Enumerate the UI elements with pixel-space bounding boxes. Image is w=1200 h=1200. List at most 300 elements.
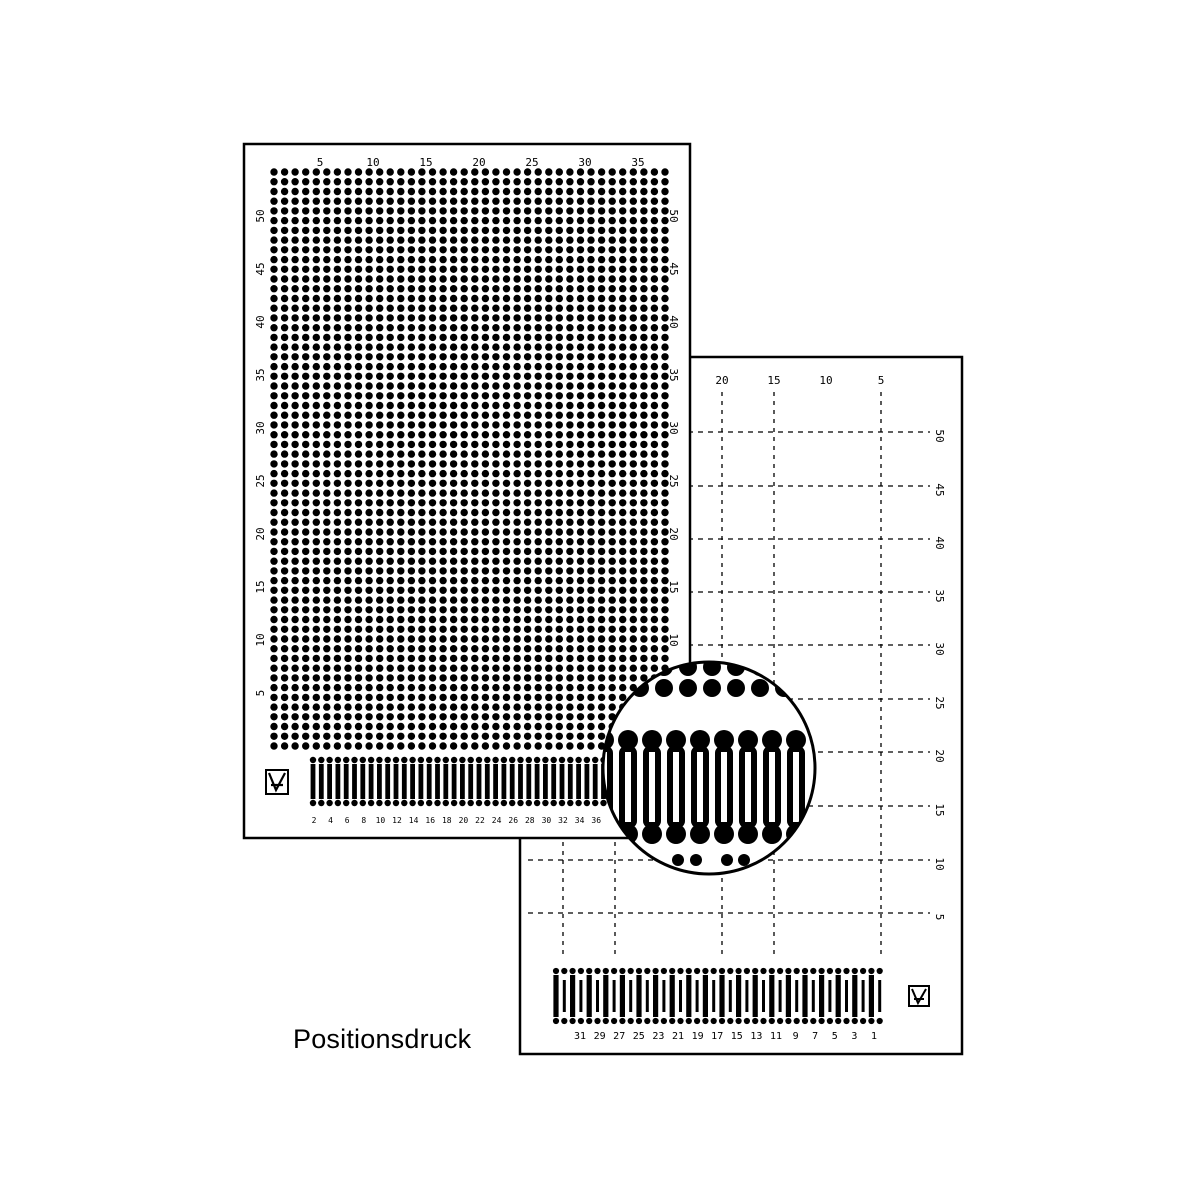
solder-pad — [577, 596, 584, 603]
solder-pad — [640, 596, 647, 603]
pad — [551, 757, 557, 763]
solder-pad — [524, 548, 531, 555]
solder-pad — [281, 460, 288, 467]
solder-pad — [270, 723, 277, 730]
solder-pad — [450, 665, 457, 672]
solder-pad — [439, 373, 446, 380]
bus-track — [535, 764, 540, 799]
solder-pad — [408, 558, 415, 565]
solder-pad — [439, 402, 446, 409]
solder-pad — [334, 733, 341, 740]
solder-pad — [323, 168, 330, 175]
solder-pad — [630, 548, 637, 555]
solder-pad — [387, 343, 394, 350]
solder-pad — [535, 295, 542, 302]
pad — [401, 800, 407, 806]
solder-pad — [651, 207, 658, 214]
solder-pad — [408, 519, 415, 526]
solder-pad — [344, 723, 351, 730]
solder-pad — [355, 470, 362, 477]
solder-pad — [619, 645, 626, 652]
solder-pad — [281, 665, 288, 672]
solder-pad — [450, 421, 457, 428]
solder-pad — [450, 207, 457, 214]
solder-pad — [281, 227, 288, 234]
solder-pad — [503, 334, 510, 341]
solder-pad — [471, 606, 478, 613]
solder-pad — [619, 402, 626, 409]
solder-pad — [598, 694, 605, 701]
bus-track — [878, 980, 881, 1012]
solder-pad — [397, 334, 404, 341]
solder-pad — [513, 703, 520, 710]
solder-pad — [587, 694, 594, 701]
solder-pad — [482, 703, 489, 710]
solder-pad — [302, 305, 309, 312]
solder-pad — [302, 499, 309, 506]
solder-pad — [291, 334, 298, 341]
pad — [669, 1018, 675, 1024]
solder-pad — [640, 548, 647, 555]
solder-pad — [630, 596, 637, 603]
solder-pad — [482, 314, 489, 321]
pad — [769, 1018, 775, 1024]
solder-pad — [365, 723, 372, 730]
solder-pad — [334, 178, 341, 185]
solder-pad — [503, 733, 510, 740]
solder-pad — [577, 703, 584, 710]
solder-pad — [387, 499, 394, 506]
solder-pad — [365, 558, 372, 565]
solder-pad — [450, 538, 457, 545]
solder-pad — [535, 596, 542, 603]
solder-pad — [471, 509, 478, 516]
solder-pad — [450, 577, 457, 584]
solder-pad — [334, 441, 341, 448]
solder-pad — [355, 635, 362, 642]
solder-pad — [630, 402, 637, 409]
solder-pad — [376, 431, 383, 438]
solder-pad — [524, 343, 531, 350]
solder-pad — [408, 674, 415, 681]
solder-pad — [630, 528, 637, 535]
solder-pad — [566, 509, 573, 516]
solder-pad — [291, 645, 298, 652]
solder-pad — [408, 256, 415, 263]
solder-pad — [524, 275, 531, 282]
solder-pad — [598, 596, 605, 603]
solder-pad — [397, 295, 404, 302]
solder-pad — [291, 217, 298, 224]
solder-pad — [492, 558, 499, 565]
solder-pad — [365, 626, 372, 633]
solder-pad — [418, 246, 425, 253]
solder-pad — [609, 168, 616, 175]
solder-pad — [323, 577, 330, 584]
top-label: 10 — [366, 156, 380, 169]
solder-pad — [524, 626, 531, 633]
solder-pad — [492, 616, 499, 623]
solder-pad — [334, 635, 341, 642]
solder-pad — [492, 528, 499, 535]
solder-pad — [313, 227, 320, 234]
pad — [567, 757, 573, 763]
solder-pad — [651, 285, 658, 292]
solder-pad — [334, 694, 341, 701]
solder-pad — [619, 567, 626, 574]
solder-pad — [365, 227, 372, 234]
solder-pad — [598, 198, 605, 205]
solder-pad — [302, 587, 309, 594]
solder-pad — [387, 412, 394, 419]
solder-pad — [471, 538, 478, 545]
solder-pad — [397, 616, 404, 623]
solder-pad — [619, 266, 626, 273]
solder-pad — [471, 635, 478, 642]
pad — [736, 968, 742, 974]
solder-pad — [630, 441, 637, 448]
solder-pad — [492, 188, 499, 195]
solder-pad — [461, 392, 468, 399]
solder-pad — [619, 227, 626, 234]
solder-pad — [429, 382, 436, 389]
solder-pad — [492, 694, 499, 701]
solder-pad — [461, 499, 468, 506]
pad — [744, 968, 750, 974]
solder-pad — [376, 733, 383, 740]
solder-pad — [545, 742, 552, 749]
solder-pad — [492, 548, 499, 555]
solder-pad — [492, 305, 499, 312]
solder-pad — [471, 441, 478, 448]
solder-pad — [651, 577, 658, 584]
solder-pad — [609, 665, 616, 672]
bus-track — [579, 980, 582, 1012]
solder-pad — [302, 431, 309, 438]
solder-pad — [334, 353, 341, 360]
solder-pad — [598, 256, 605, 263]
solder-pad — [418, 295, 425, 302]
solder-pad — [355, 198, 362, 205]
bus-track — [468, 764, 473, 799]
solder-pad — [408, 266, 415, 273]
solder-pad — [471, 665, 478, 672]
solder-pad — [545, 402, 552, 409]
solder-pad — [313, 363, 320, 370]
solder-pad — [408, 635, 415, 642]
pad — [843, 968, 849, 974]
solder-pad — [418, 412, 425, 419]
solder-pad — [661, 236, 668, 243]
solder-pad — [450, 509, 457, 516]
solder-pad — [291, 343, 298, 350]
solder-pad — [640, 285, 647, 292]
solder-pad — [387, 382, 394, 389]
solder-pad — [609, 528, 616, 535]
solder-pad — [291, 178, 298, 185]
solder-pad — [387, 528, 394, 535]
solder-pad — [513, 742, 520, 749]
solder-pad — [492, 431, 499, 438]
solder-pad — [439, 480, 446, 487]
solder-pad — [418, 587, 425, 594]
solder-pad — [482, 305, 489, 312]
solder-pad — [556, 470, 563, 477]
solder-pad — [323, 421, 330, 428]
solder-pad — [397, 480, 404, 487]
solder-pad — [429, 314, 436, 321]
pad — [711, 968, 717, 974]
solder-pad — [291, 489, 298, 496]
top-label: 30 — [578, 156, 592, 169]
solder-pad — [281, 548, 288, 555]
solder-pad — [556, 198, 563, 205]
solder-pad — [408, 285, 415, 292]
solder-pad — [503, 626, 510, 633]
solder-pad — [323, 645, 330, 652]
solder-pad — [313, 684, 320, 691]
solder-pad — [365, 431, 372, 438]
solder-pad — [408, 742, 415, 749]
solder-pad — [450, 217, 457, 224]
solder-pad — [461, 509, 468, 516]
solder-pad — [535, 412, 542, 419]
solder-pad — [503, 616, 510, 623]
solder-pad — [334, 373, 341, 380]
solder-pad — [587, 460, 594, 467]
solder-pad — [640, 275, 647, 282]
solder-pad — [482, 723, 489, 730]
solder-pad — [313, 616, 320, 623]
solder-pad — [397, 626, 404, 633]
solder-pad — [334, 256, 341, 263]
solder-pad — [577, 236, 584, 243]
solder-pad — [461, 489, 468, 496]
solder-pad — [524, 412, 531, 419]
solder-pad — [492, 266, 499, 273]
solder-pad — [587, 217, 594, 224]
solder-pad — [376, 207, 383, 214]
solder-pad — [291, 441, 298, 448]
solder-pad — [387, 178, 394, 185]
bus-track — [696, 980, 699, 1012]
solder-pad — [355, 684, 362, 691]
solder-pad — [566, 733, 573, 740]
solder-pad — [566, 742, 573, 749]
solder-pad — [355, 577, 362, 584]
solder-pad — [651, 528, 658, 535]
solder-pad — [513, 285, 520, 292]
solder-pad — [524, 665, 531, 672]
solder-pad — [630, 353, 637, 360]
solder-pad — [387, 567, 394, 574]
solder-pad — [587, 742, 594, 749]
solder-pad — [439, 577, 446, 584]
bottom-label: 19 — [691, 1031, 704, 1042]
solder-pad — [609, 519, 616, 526]
solder-pad — [270, 684, 277, 691]
right-label: 45 — [933, 483, 946, 497]
solder-pad — [291, 742, 298, 749]
solder-pad — [566, 266, 573, 273]
solder-pad — [609, 382, 616, 389]
solder-pad — [482, 460, 489, 467]
solder-pad — [598, 178, 605, 185]
solder-pad — [630, 606, 637, 613]
solder-pad — [461, 236, 468, 243]
solder-pad — [503, 275, 510, 282]
solder-pad — [365, 509, 372, 516]
solder-pad — [461, 285, 468, 292]
solder-pad — [556, 548, 563, 555]
bus-track — [551, 764, 556, 799]
pad — [578, 968, 584, 974]
solder-pad — [619, 548, 626, 555]
solder-pad — [387, 236, 394, 243]
solder-pad — [545, 713, 552, 720]
solder-pad — [344, 655, 351, 662]
solder-pad — [524, 596, 531, 603]
solder-pad — [535, 626, 542, 633]
solder-pad — [408, 528, 415, 535]
solder-pad — [577, 616, 584, 623]
solder-pad — [439, 606, 446, 613]
solder-pad — [397, 392, 404, 399]
solder-pad — [355, 616, 362, 623]
solder-pad — [482, 168, 489, 175]
solder-pad — [355, 567, 362, 574]
solder-pad — [630, 285, 637, 292]
solder-pad — [556, 587, 563, 594]
solder-pad — [482, 558, 489, 565]
solder-pad — [524, 723, 531, 730]
solder-pad — [651, 665, 658, 672]
solder-pad — [387, 480, 394, 487]
solder-pad — [313, 587, 320, 594]
solder-pad — [513, 509, 520, 516]
solder-pad — [598, 489, 605, 496]
solder-pad — [450, 373, 457, 380]
solder-pad — [524, 314, 531, 321]
solder-pad — [471, 596, 478, 603]
solder-pad — [313, 489, 320, 496]
solder-pad — [524, 645, 531, 652]
solder-pad — [450, 285, 457, 292]
solder-pad — [450, 558, 457, 565]
solder-pad — [503, 343, 510, 350]
solder-pad — [598, 207, 605, 214]
solder-pad — [651, 363, 658, 370]
pad — [326, 800, 332, 806]
solder-pad — [344, 703, 351, 710]
solder-pad — [587, 635, 594, 642]
solder-pad — [334, 577, 341, 584]
pad — [868, 968, 874, 974]
solder-pad — [587, 227, 594, 234]
pad — [335, 800, 341, 806]
solder-pad — [270, 665, 277, 672]
solder-pad — [513, 421, 520, 428]
solder-pad — [429, 450, 436, 457]
bus-track — [576, 764, 581, 799]
solder-pad — [640, 528, 647, 535]
solder-pad — [556, 256, 563, 263]
solder-pad — [281, 645, 288, 652]
solder-pad — [365, 343, 372, 350]
solder-pad — [344, 626, 351, 633]
solder-pad — [513, 528, 520, 535]
pad — [603, 968, 609, 974]
solder-pad — [376, 528, 383, 535]
bus-track — [369, 764, 374, 799]
solder-pad — [503, 645, 510, 652]
solder-pad — [482, 207, 489, 214]
solder-pad — [471, 528, 478, 535]
solder-pad — [471, 713, 478, 720]
solder-pad — [302, 295, 309, 302]
bus-track — [352, 764, 357, 799]
solder-pad — [640, 178, 647, 185]
solder-pad — [577, 285, 584, 292]
solder-pad — [387, 275, 394, 282]
solder-pad — [429, 305, 436, 312]
solder-pad — [598, 343, 605, 350]
solder-pad — [313, 567, 320, 574]
solder-pad — [281, 538, 288, 545]
bus-track — [603, 975, 608, 1017]
solder-pad — [429, 538, 436, 545]
solder-pad — [566, 596, 573, 603]
solder-pad — [661, 509, 668, 516]
solder-pad — [492, 353, 499, 360]
bottom-label: 31 — [573, 1031, 587, 1042]
solder-pad — [609, 587, 616, 594]
solder-pad — [513, 412, 520, 419]
solder-pad — [630, 373, 637, 380]
solder-pad — [566, 285, 573, 292]
solder-pad — [630, 538, 637, 545]
pad — [628, 1018, 634, 1024]
solder-pad — [461, 596, 468, 603]
solder-pad — [334, 412, 341, 419]
solder-pad — [429, 227, 436, 234]
right-label: 30 — [667, 421, 680, 435]
solder-pad — [450, 168, 457, 175]
solder-pad — [482, 674, 489, 681]
solder-pad — [439, 703, 446, 710]
solder-pad — [408, 382, 415, 389]
solder-pad — [556, 246, 563, 253]
solder-pad — [397, 314, 404, 321]
solder-pad — [355, 489, 362, 496]
solder-pad — [439, 450, 446, 457]
solder-pad — [482, 470, 489, 477]
solder-pad — [524, 577, 531, 584]
solder-pad — [281, 655, 288, 662]
solder-pad — [429, 198, 436, 205]
solder-pad — [429, 645, 436, 652]
solder-pad — [619, 450, 626, 457]
bus-track — [502, 764, 507, 799]
bus-track — [410, 764, 415, 799]
solder-pad — [640, 567, 647, 574]
solder-pad — [619, 256, 626, 263]
solder-pad — [651, 596, 658, 603]
solder-pad — [313, 178, 320, 185]
solder-pad — [598, 363, 605, 370]
solder-pad — [513, 236, 520, 243]
solder-pad — [482, 431, 489, 438]
